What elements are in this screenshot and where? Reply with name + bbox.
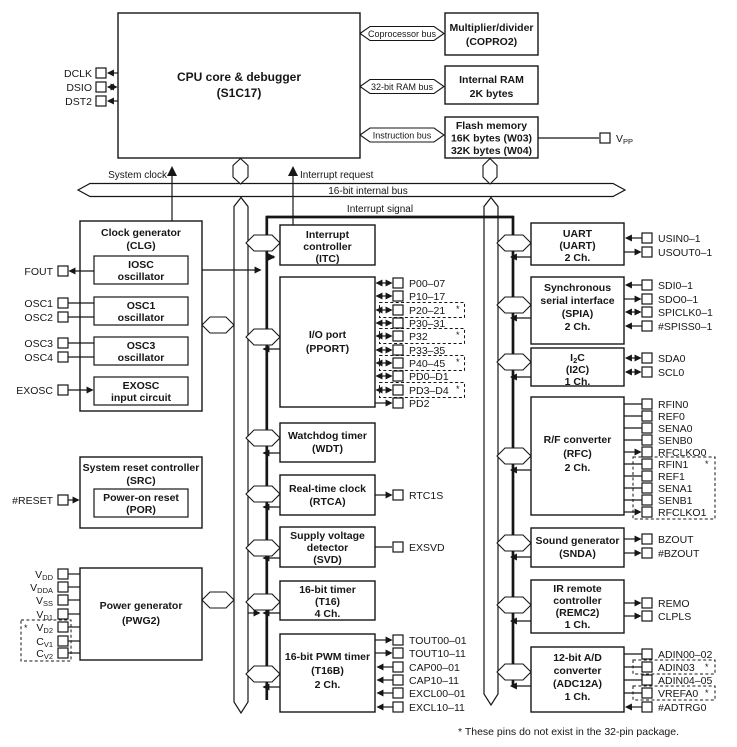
p40-asterisk: *	[456, 357, 460, 367]
pin-cap10-11-label: CAP10–11	[409, 675, 460, 687]
pin-usout0-1	[625, 247, 713, 259]
block-wdt	[280, 423, 375, 462]
pin-exsvd-label: EXSVD	[409, 542, 445, 554]
pin-spiclk0-1	[626, 307, 713, 319]
pin-vrefa0	[625, 688, 699, 700]
t16b-line2: (T16B)	[311, 665, 344, 677]
pin-tout00-01	[376, 635, 467, 647]
svd-line1: Supply voltage	[290, 530, 365, 542]
i2c-line2: (I2C)	[565, 364, 590, 376]
svg-text:CV1: CV1	[36, 636, 53, 649]
pin-remo	[625, 598, 690, 610]
pin-p33-35-label: P33–35	[409, 345, 446, 357]
pin-dsio-label: DSIO	[66, 82, 92, 94]
svg-text:VSS: VSS	[35, 595, 53, 608]
pin-spiss0-1-label: #SPISS0–1	[658, 321, 713, 333]
svg-text:CV2: CV2	[36, 648, 53, 661]
pin-rtc1s	[376, 490, 444, 502]
pin-sdo0-1-label: SDO0–1	[658, 294, 699, 306]
uart-line3: 2 Ch.	[564, 252, 591, 264]
spia-line1: Synchronous	[543, 282, 612, 294]
pin-sdo0-1	[625, 294, 699, 306]
pin-reset	[12, 495, 78, 507]
pin-dsio	[66, 82, 116, 94]
pin-sda0-label: SDA0	[658, 353, 686, 365]
pin-usin0-1-label: USIN0–1	[658, 233, 701, 245]
block-internal-ram	[445, 66, 538, 104]
power-asterisk: *	[24, 623, 28, 633]
pin-excl00-01	[378, 688, 466, 700]
pin-clpls	[625, 611, 692, 623]
pin-usout0-1-label: USOUT0–1	[658, 247, 713, 259]
adc-line1: 12-bit A/D	[553, 652, 602, 664]
pwg2-line2: (PWG2)	[122, 615, 160, 627]
pin-p32-label: P32	[409, 331, 428, 343]
pin-rfin1	[625, 459, 689, 471]
pin-rfclko1	[625, 507, 707, 519]
copro2-line2: (COPRO2)	[465, 36, 518, 48]
i2c-title: I2C	[570, 352, 585, 365]
pin-vrefa0-label: VREFA0	[658, 688, 699, 700]
itc-line3: (ITC)	[315, 253, 340, 265]
pin-cap00-01	[378, 662, 460, 674]
pport-line2: (PPORT)	[305, 343, 350, 355]
pin-tout10-11-label: TOUT10–11	[409, 648, 466, 660]
adin03-asterisk: *	[705, 662, 709, 672]
block-copro2	[445, 13, 538, 55]
block-itc	[280, 225, 375, 265]
pin-pd3-d4-label: PD3–D4	[409, 385, 449, 397]
coprocessor-bus-label: Coprocessor bus	[367, 29, 437, 39]
pin-bzout-label: BZOUT	[658, 534, 694, 546]
pin-tout00-01-label: TOUT00–01	[409, 635, 467, 647]
svg-text:VDDA: VDDA	[30, 582, 53, 595]
pin-cv2-label: C	[36, 648, 44, 660]
itc-line1: Interrupt	[305, 229, 350, 241]
remc2-line4: 1 Ch.	[564, 619, 591, 631]
copro2-line1: Multiplier/divider	[449, 22, 534, 34]
pin-vd2-label: V	[36, 622, 44, 634]
pin-tout10-11	[376, 648, 466, 660]
pin-sena0-label: SENA0	[658, 423, 693, 435]
pin-sdi0-1-label: SDI0–1	[658, 280, 694, 292]
coprocessor-bus	[360, 27, 444, 41]
block-src	[80, 457, 202, 528]
pin-excl00-01-label: EXCL00–01	[409, 688, 466, 700]
spia-line4: 2 Ch.	[564, 321, 591, 333]
src-title: System reset controller	[82, 462, 200, 474]
pin-osc3-label: OSC3	[24, 338, 53, 350]
pin-vss	[36, 595, 80, 608]
block-t16b	[280, 634, 375, 712]
cpu-title: CPU core & debugger	[176, 70, 302, 84]
pin-p20-21	[377, 305, 446, 317]
pin-senb1-label: SENB1	[658, 495, 693, 507]
block-pport	[280, 277, 375, 407]
pin-vdd	[35, 569, 80, 582]
svd-line2: detector	[306, 542, 349, 554]
pin-osc2-label: OSC2	[24, 312, 53, 324]
pin-dst2	[65, 96, 118, 108]
system-clock-label: System clock	[108, 170, 167, 181]
p20-asterisk: *	[456, 304, 460, 314]
pin-bzout-n-label: #BZOUT	[658, 548, 700, 560]
pin-excl10-11-label: EXCL10–11	[409, 702, 465, 714]
pin-senb0	[625, 435, 693, 447]
remc2-line2: controller	[553, 595, 602, 607]
block-rtca	[280, 475, 375, 515]
clg-title: Clock generator	[101, 227, 181, 239]
pwg2-line1: Power generator	[99, 600, 183, 612]
pin-vpp-label: V	[616, 133, 624, 145]
pin-adin03	[625, 662, 695, 674]
block-t16	[280, 581, 375, 620]
pin-clpls-label: CLPLS	[658, 611, 692, 623]
rfc-line2: (RFC)	[563, 448, 592, 460]
pin-rfin0	[625, 399, 689, 411]
adc-line3: (ADC12A)	[552, 678, 603, 690]
pin-rtc1s-label: RTC1S	[409, 490, 444, 502]
instruction-bus-label: Instruction bus	[372, 130, 432, 141]
pin-scl0-label: SCL0	[658, 367, 685, 379]
interrupt-request-label: Interrupt request	[300, 170, 374, 181]
pin-sena0	[625, 423, 693, 435]
uart-line1: UART	[562, 228, 593, 240]
pin-excl10-11	[378, 702, 466, 714]
pin-spiss0-1	[626, 321, 712, 333]
pd3-asterisk: *	[456, 384, 460, 394]
uart-line2: (UART)	[559, 240, 596, 252]
pin-rfin1-label: RFIN1	[658, 459, 689, 471]
internal-bus-label: 16-bit internal bus	[328, 186, 408, 197]
pin-p10-17-label: P10–17	[409, 291, 446, 303]
ram-bus	[360, 80, 444, 94]
footnote: * These pins do not exist in the 32-pin package.	[458, 726, 680, 738]
pin-adin04-05	[625, 675, 713, 687]
pin-exsvd	[376, 542, 446, 554]
vrefa0-asterisk: *	[705, 688, 709, 698]
p32-asterisk: *	[456, 330, 460, 340]
pin-adin04-05-label: ADIN04–05	[658, 675, 713, 687]
svg-text:VD1: VD1	[36, 609, 53, 622]
cpu-subtitle: (S1C17)	[216, 86, 262, 100]
block-pwg2	[80, 568, 202, 660]
pin-vdda	[30, 582, 80, 595]
svg-text:VD2: VD2	[36, 622, 53, 635]
itc-line2: controller	[303, 241, 352, 253]
ram-line2: 2K bytes	[469, 88, 514, 100]
pin-cap00-01-label: CAP00–01	[409, 662, 460, 674]
svg-text:VPP: VPP	[616, 133, 634, 146]
pin-ref0	[625, 411, 686, 423]
pin-p40-45-label: P40–45	[409, 358, 446, 370]
pin-osc1-label: OSC1	[24, 298, 53, 310]
svd-line3: (SVD)	[313, 554, 342, 566]
rfc-asterisk: *	[705, 459, 709, 469]
por-line1: Power-on reset	[103, 492, 179, 504]
spia-line2: serial interface	[540, 295, 615, 307]
pin-bzout-n	[625, 548, 701, 560]
pin-ref1-label: REF1	[658, 471, 685, 483]
pin-cv2	[36, 648, 80, 661]
por-line2: (POR)	[126, 504, 156, 516]
pin-p30-31-label: P30–31	[409, 318, 446, 330]
block-cpu	[118, 13, 360, 158]
block-uart	[531, 223, 624, 265]
pin-p40-45	[377, 358, 446, 370]
t16-line1: 16-bit timer	[299, 584, 356, 596]
wdt-line1: Watchdog timer	[288, 430, 367, 442]
exosc-line2: input circuit	[110, 392, 172, 404]
pin-p00-07-label: P00–07	[409, 278, 446, 290]
osc3-line2: oscillator	[117, 352, 165, 364]
t16b-line3: 2 Ch.	[314, 679, 341, 691]
cpu-bus-connector	[233, 159, 248, 185]
snda-line1: Sound generator	[535, 535, 620, 547]
pin-senb0-label: SENB0	[658, 435, 693, 447]
adc-line2: converter	[553, 665, 602, 677]
i2c-line3: 1 Ch.	[564, 376, 591, 388]
remc2-line1: IR remote	[553, 583, 602, 595]
pin-pd0-d1-label: PD0–D1	[409, 371, 449, 383]
pin-p00-07	[377, 278, 446, 290]
osc3-line1: OSC3	[126, 340, 156, 352]
pin-vpp	[538, 133, 633, 146]
t16-line2: (T16)	[314, 596, 341, 608]
peripheral-bus-left	[234, 198, 248, 714]
pin-p20-21-label: P20–21	[409, 305, 446, 317]
pin-vdd-label: V	[35, 569, 43, 581]
iosc-line1: IOSC	[128, 259, 154, 271]
spia-line3: (SPIA)	[561, 308, 594, 320]
flash-line1: Flash memory	[455, 120, 528, 132]
block-snda	[531, 528, 624, 567]
snda-line2: (SNDA)	[559, 548, 596, 560]
block-clg	[80, 221, 202, 411]
pin-dclk	[64, 68, 118, 80]
pin-usin0-1	[626, 233, 701, 245]
pin-sena1	[625, 483, 693, 495]
pin-rfclko1-label: RFCLKO1	[658, 507, 707, 519]
iosc-line2: oscillator	[117, 271, 165, 283]
exosc-line1: EXOSC	[122, 380, 160, 392]
pin-spiclk0-1-label: SPICLK0–1	[658, 307, 713, 319]
block-remc2	[531, 580, 624, 633]
pin-sda0	[626, 353, 686, 365]
pin-pd2	[376, 398, 430, 410]
pin-dclk-label: DCLK	[63, 68, 92, 80]
pin-adtrg0-label: #ADTRG0	[658, 702, 707, 714]
t16b-line1: 16-bit PWM timer	[284, 651, 371, 663]
osc1-line1: OSC1	[126, 300, 156, 312]
adc-line4: 1 Ch.	[564, 691, 591, 703]
pin-vss-label: V	[35, 595, 43, 607]
pin-sena1-label: SENA1	[658, 483, 693, 495]
rfc-line3: 2 Ch.	[564, 462, 591, 474]
pin-pd3-d4	[377, 385, 449, 397]
src-subtitle: (SRC)	[126, 475, 156, 487]
block-svd	[280, 527, 375, 567]
pin-exosc-label: EXOSC	[16, 385, 53, 397]
flash-line3: 32K bytes (W04)	[450, 145, 533, 157]
pport-line1: I/O port	[308, 329, 347, 341]
rtca-line1: Real-time clock	[288, 483, 367, 495]
pin-rfclko0-label: RFCLKO0	[658, 447, 707, 459]
pin-scl0	[626, 367, 684, 379]
wdt-line2: (WDT)	[312, 443, 343, 455]
pin-pd0-d1	[377, 371, 449, 383]
pin-dst2-label: DST2	[65, 96, 92, 108]
pin-remo-label: REMO	[658, 598, 690, 610]
instruction-bus	[360, 128, 444, 142]
rtca-line2: (RTCA)	[309, 496, 346, 508]
block-i2c	[531, 348, 624, 388]
pin-sdi0-1	[626, 280, 693, 292]
pin-rfclko0	[625, 447, 707, 459]
pin-bzout	[625, 534, 695, 546]
pin-senb1	[625, 495, 693, 507]
block-rfc	[531, 397, 624, 515]
pin-rfin0-label: RFIN0	[658, 399, 689, 411]
block-spia	[531, 277, 624, 344]
pin-cv1-label: C	[36, 636, 44, 648]
ram-bus-label: 32-bit RAM bus	[370, 82, 434, 92]
pin-cap10-11	[378, 675, 460, 687]
rfc-line1: R/F converter	[543, 434, 612, 446]
pin-adin00-02-label: ADIN00–02	[658, 649, 713, 661]
flash-bus-connector	[483, 159, 497, 185]
pin-p10-17	[377, 291, 446, 303]
pin-vd2	[36, 622, 80, 635]
osc1-line2: oscillator	[117, 312, 165, 324]
remc2-line3: (REMC2)	[555, 607, 600, 619]
pin-fout-label: FOUT	[24, 266, 53, 278]
block-adc12a	[531, 647, 624, 712]
pin-vd1-label: V	[36, 609, 44, 621]
pin-ref0-label: REF0	[658, 411, 685, 423]
pin-adin03-label: ADIN03	[658, 662, 695, 674]
pin-vdda-label: V	[30, 582, 38, 594]
pin-ref1	[625, 471, 686, 483]
pin-pd2-label: PD2	[409, 398, 430, 410]
ram-line1: Internal RAM	[459, 74, 524, 86]
pin-p32	[377, 331, 428, 343]
pin-adin00-02	[625, 649, 713, 661]
flash-line2: 16K bytes (W03)	[450, 132, 533, 145]
pin-osc4-label: OSC4	[24, 352, 53, 364]
t16-line3: 4 Ch.	[314, 608, 341, 620]
block-flash	[445, 117, 538, 158]
peripheral-bus-right	[484, 198, 498, 706]
pin-adtrg0	[626, 702, 707, 714]
svg-text:VDD: VDD	[35, 569, 53, 582]
interrupt-signal-label: Interrupt signal	[346, 204, 414, 215]
pin-reset-label: #RESET	[12, 495, 53, 507]
clg-subtitle: (CLG)	[126, 240, 156, 252]
